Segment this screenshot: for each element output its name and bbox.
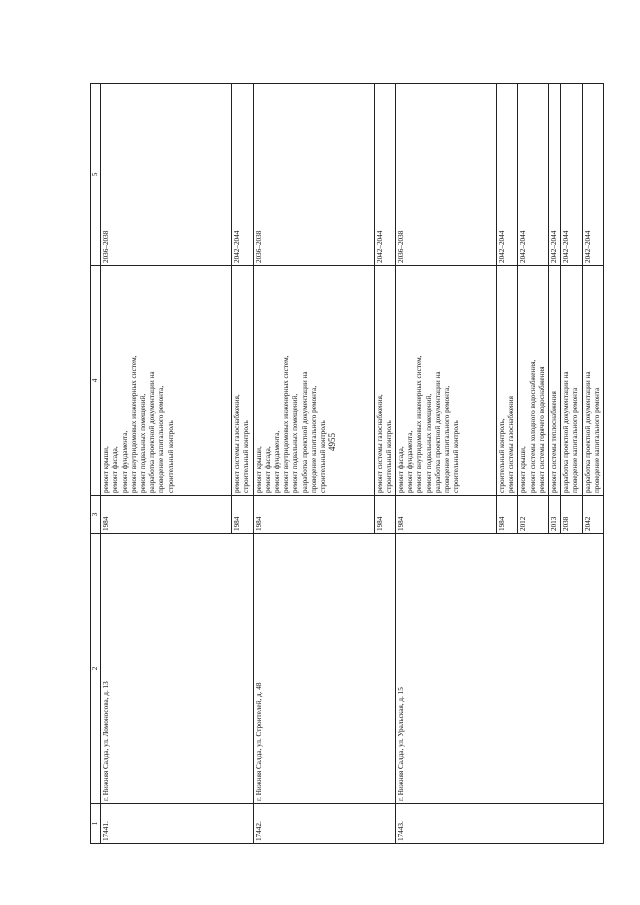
column-header: 1	[91, 804, 101, 844]
work-item: ремонт системы газоснабжения,	[233, 394, 242, 493]
work-item: ремонт фасада,	[111, 446, 120, 493]
work-item: строительный контроль	[452, 420, 461, 493]
period-cell: 2036–2038	[101, 84, 232, 266]
period-cell: 2042–2044	[549, 84, 561, 266]
work-item: ремонт внутридомовых инженерных систем,	[129, 355, 138, 493]
work-item: разработка проектной документации на	[562, 371, 571, 493]
work-item: ремонт системы горячего водоснабжения	[537, 366, 546, 493]
work-item: ремонт крыши,	[102, 446, 111, 493]
year-cell: 1984	[374, 496, 395, 534]
address-cell: г. Нижняя Салда, ул. Ломоносова, д. 13	[101, 534, 253, 804]
column-header: 3	[91, 496, 101, 534]
work-item: ремонт подвальных помещений,	[424, 393, 433, 493]
work-item: проведение капитального ремонта,	[443, 385, 452, 493]
period-cell: 2036–2038	[253, 84, 374, 266]
table-row	[253, 84, 374, 844]
work-item: ремонт фундамента,	[273, 430, 282, 493]
works-cell	[549, 266, 561, 496]
works-cell	[374, 266, 395, 496]
page-number: 4955	[327, 433, 337, 451]
work-item: ремонт подвальных помещений,	[139, 393, 148, 493]
work-item: ремонт системы холодного водоснабжения,	[528, 359, 537, 493]
column-header: 2	[91, 534, 101, 804]
year-cell: 1984	[497, 496, 518, 534]
work-item: ремонт внутридомовых инженерных систем,	[282, 355, 291, 493]
year-cell: 2012	[518, 496, 549, 534]
work-item: ремонт фасада,	[263, 446, 272, 493]
work-item: ремонт фундамента,	[120, 430, 129, 493]
year-cell: 1984	[253, 496, 374, 534]
period-cell: 2042–2044	[374, 84, 395, 266]
row-number: 17441.	[101, 804, 253, 844]
works-cell	[396, 266, 497, 496]
period-cell: 2036–2038	[396, 84, 497, 266]
period-cell: 2042–2044	[497, 84, 518, 266]
works-cell	[561, 266, 582, 496]
period-cell: 2042–2044	[232, 84, 253, 266]
work-item: разработка проектной документации на	[433, 371, 442, 493]
row-number: 17442.	[253, 804, 395, 844]
work-item: ремонт крыши,	[254, 446, 263, 493]
work-item: ремонт системы теплоснабжения	[550, 391, 559, 493]
column-header: 4	[91, 266, 101, 496]
year-cell: 2013	[549, 496, 561, 534]
work-item: строительный контроль,	[498, 418, 507, 493]
works-cell	[518, 266, 549, 496]
work-item: ремонт фасада,	[397, 446, 406, 493]
year-cell: 1984	[101, 496, 232, 534]
year-cell: 1984	[396, 496, 497, 534]
work-item: разработка проектной документации на	[148, 371, 157, 493]
address-cell: г. Нижняя Салда, ул. Уральская, д. 15	[396, 534, 604, 804]
year-cell: 1984	[232, 496, 253, 534]
period-cell: 2042–2044	[582, 84, 603, 266]
work-item: строительный контроль	[319, 420, 328, 493]
table-row	[101, 84, 232, 844]
work-item: строительный контроль	[242, 420, 251, 493]
work-item: строительный контроль	[384, 420, 393, 493]
work-item: строительный контроль	[166, 420, 175, 493]
year-cell: 2038	[561, 496, 582, 534]
rotated-table-wrapper	[90, 84, 601, 844]
column-header: 5	[91, 84, 101, 266]
work-item: ремонт системы газоснабжения,	[375, 394, 384, 493]
table-row	[396, 84, 497, 844]
works-cell	[497, 266, 518, 496]
work-item: проведение капитального ремонта	[571, 387, 580, 493]
works-cell	[232, 266, 253, 496]
address-cell: г. Нижняя Салда, ул. Строителей, д. 48	[253, 534, 395, 804]
work-item: разработка проектной документации на	[300, 371, 309, 493]
work-item: разработка проектной документации на	[583, 371, 592, 493]
work-item: ремонт крыши,	[519, 446, 528, 493]
work-item: проведение капитального ремонта,	[157, 385, 166, 493]
works-cell	[582, 266, 603, 496]
work-item: ремонт внутридомовых инженерных систем,	[415, 355, 424, 493]
works-cell	[253, 266, 374, 496]
header-row	[91, 84, 101, 844]
period-cell: 2042–2044	[561, 84, 582, 266]
work-item: ремонт фундамента,	[406, 430, 415, 493]
work-item: ремонт системы газоснабжения	[507, 396, 516, 493]
row-number: 17443.	[396, 804, 604, 844]
work-item: ремонт подвальных помещений,	[291, 393, 300, 493]
work-item: проведение капитального ремонта,	[309, 385, 318, 493]
capital-repair-table	[90, 83, 604, 844]
period-cell: 2042–2044	[518, 84, 549, 266]
work-item: проведение капитального ремонта	[592, 387, 601, 493]
works-cell	[101, 266, 232, 496]
year-cell: 2042	[582, 496, 603, 534]
